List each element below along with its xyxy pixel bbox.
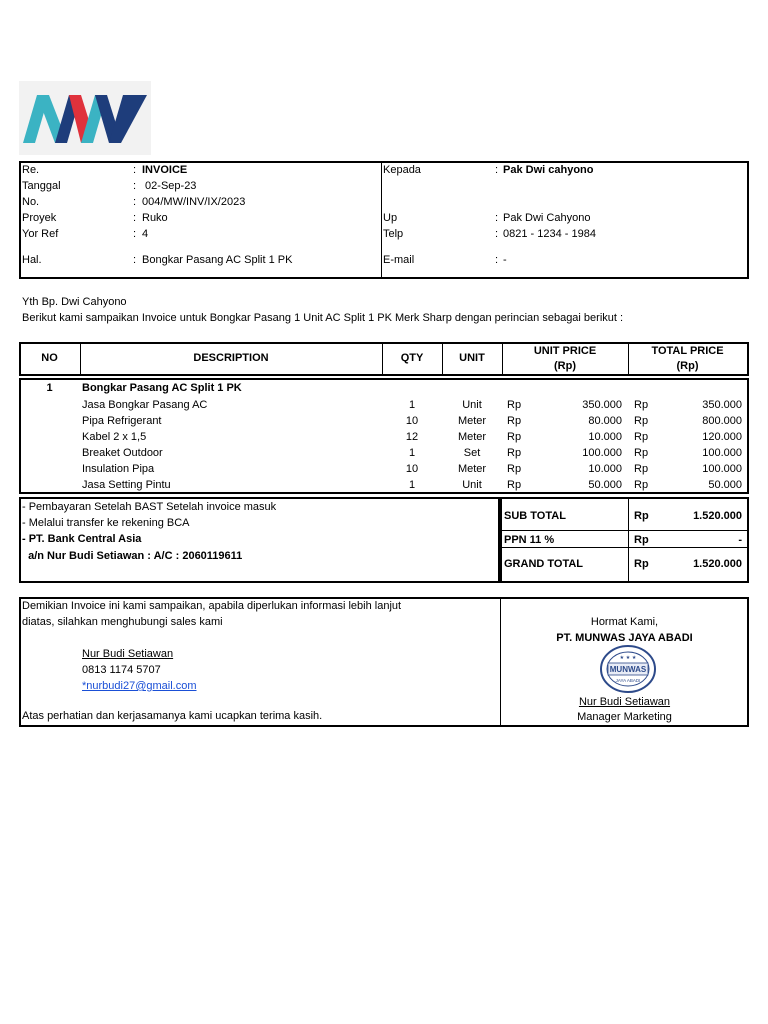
item-total: 800.000 [702, 415, 742, 427]
contact-email-link[interactable]: *nurbudi27@gmail.com [82, 680, 197, 692]
item-total-currency: Rp [634, 463, 649, 475]
note-2: - Melalui transfer ke rekening BCA [22, 517, 190, 529]
item-total-currency: Rp [634, 479, 649, 491]
item-unit-price: 100.000 [582, 447, 622, 459]
intro-text: Berikut kami sampaikan Invoice untuk Bongkar Pasang 1 Unit AC Split 1 PK Merk Sharp dengan perincian sebagai berikut : [22, 312, 624, 324]
item-unit-price-currency: Rp [507, 415, 522, 427]
item-description: Kabel 2 x 1,5 [82, 431, 147, 443]
ppn-value: - [738, 534, 742, 546]
item-description: Jasa Setting Pintu [82, 479, 171, 491]
item-unit: Unit [462, 399, 482, 411]
item-total-currency: Rp [634, 399, 649, 411]
header-label: Kepada [383, 164, 421, 176]
header-label: Up [383, 212, 398, 224]
note-3: - PT. Bank Central Asia [22, 533, 142, 545]
item-qty: 1 [408, 447, 416, 459]
col-unit: UNIT [459, 352, 485, 364]
svg-text:MUNWAS: MUNWAS [609, 665, 647, 674]
svg-text:JAYA ABADI: JAYA ABADI [615, 678, 641, 683]
header-value: 02-Sep-23 [142, 180, 197, 192]
col-total-price-rp: (Rp) [676, 360, 699, 372]
header-label: Yor Ref [22, 228, 59, 240]
header-colon: : [133, 254, 137, 266]
item-qty: 1 [408, 479, 416, 491]
company-name: PT. MUNWAS JAYA ABADI [556, 632, 693, 644]
item-total: 100.000 [702, 463, 742, 475]
col-unit-price-rp: (Rp) [554, 360, 576, 372]
closing-line-2: diatas, silahkan menghubungi sales kami [22, 616, 223, 628]
item-unit-price-currency: Rp [507, 463, 522, 475]
item-unit-price-currency: Rp [507, 399, 522, 411]
header-value: Bongkar Pasang AC Split 1 PK [142, 254, 293, 266]
item-description: Jasa Bongkar Pasang AC [82, 399, 208, 411]
contact-name: Nur Budi Setiawan [82, 648, 174, 660]
stamp-icon [599, 644, 657, 694]
item-total-currency: Rp [634, 431, 649, 443]
grand-total-label: GRAND TOTAL [504, 558, 584, 570]
subtotal-label: SUB TOTAL [504, 510, 566, 522]
item-description: Pipa Refrigerant [82, 415, 162, 427]
item-unit-price: 10.000 [588, 431, 622, 443]
header-label: E-mail [383, 254, 415, 266]
header-colon: : [495, 164, 499, 176]
col-no: NO [41, 352, 58, 364]
subtotal-currency: Rp [634, 510, 649, 522]
item-unit: Meter [457, 431, 487, 443]
header-colon: : [133, 196, 137, 208]
item-unit: Meter [457, 415, 487, 427]
header-label: Hal. [22, 254, 42, 266]
signer-name: Nur Budi Setiawan [578, 696, 671, 708]
header-value: INVOICE [142, 164, 188, 176]
company-stamp [599, 644, 657, 694]
item-unit-price-currency: Rp [507, 479, 522, 491]
mw-logo-icon [19, 81, 151, 155]
col-unit-price: UNIT PRICE [533, 345, 597, 357]
subtotal-value: 1.520.000 [693, 510, 742, 522]
company-logo [19, 81, 151, 155]
svg-text:★ ★ ★: ★ ★ ★ [619, 655, 637, 661]
item-total: 50.000 [708, 479, 742, 491]
header-value: Pak Dwi Cahyono [503, 212, 591, 224]
header-label: Re. [22, 164, 40, 176]
item-description: Insulation Pipa [82, 463, 155, 475]
note-1: - Pembayaran Setelah BAST Setelah invoice masuk [22, 501, 277, 513]
item-total-currency: Rp [634, 447, 649, 459]
header-value: Pak Dwi cahyono [503, 164, 594, 176]
item-unit-price: 50.000 [588, 479, 622, 491]
header-label: Telp [383, 228, 404, 240]
regards: Hormat Kami, [590, 616, 659, 628]
header-colon: : [133, 212, 137, 224]
item-total: 120.000 [702, 431, 742, 443]
group-no: 1 [46, 382, 53, 394]
item-unit-price-currency: Rp [507, 431, 522, 443]
header-colon: : [133, 180, 137, 192]
item-unit-price: 10.000 [588, 463, 622, 475]
item-description: Breaket Outdoor [82, 447, 163, 459]
header-value: - [503, 254, 507, 266]
header-colon: : [495, 228, 499, 240]
item-qty: 10 [405, 463, 419, 475]
col-qty: QTY [400, 352, 424, 364]
item-total: 350.000 [702, 399, 742, 411]
col-total-price: TOTAL PRICE [651, 345, 724, 357]
item-total-currency: Rp [634, 415, 649, 427]
header-value: 004/MW/INV/IX/2023 [142, 196, 246, 208]
ppn-label: PPN 11 % [504, 534, 555, 546]
grand-total-currency: Rp [634, 558, 649, 570]
item-unit: Set [463, 447, 481, 459]
header-label: No. [22, 196, 40, 208]
group-title: Bongkar Pasang AC Split 1 PK [82, 382, 242, 394]
item-unit-price: 80.000 [588, 415, 622, 427]
header-colon: : [495, 212, 499, 224]
greeting: Yth Bp. Dwi Cahyono [22, 296, 127, 308]
item-unit-price: 350.000 [582, 399, 622, 411]
item-qty: 12 [405, 431, 419, 443]
item-unit: Unit [462, 479, 482, 491]
item-qty: 10 [405, 415, 419, 427]
item-qty: 1 [408, 399, 416, 411]
header-value: Ruko [142, 212, 168, 224]
header-label: Tanggal [22, 180, 61, 192]
header-colon: : [133, 164, 137, 176]
header-label: Proyek [22, 212, 57, 224]
header-value: 0821 - 1234 - 1984 [503, 228, 596, 240]
col-description: DESCRIPTION [193, 352, 269, 364]
item-total: 100.000 [702, 447, 742, 459]
item-unit: Meter [457, 463, 487, 475]
grand-total-value: 1.520.000 [693, 558, 742, 570]
header-colon: : [133, 228, 137, 240]
ppn-currency: Rp [634, 534, 649, 546]
header-colon: : [495, 254, 499, 266]
item-unit-price-currency: Rp [507, 447, 522, 459]
header-value: 4 [142, 228, 149, 240]
closing-line-1: Demikian Invoice ini kami sampaikan, apabila diperlukan informasi lebih lanjut [22, 600, 402, 612]
note-4: a/n Nur Budi Setiawan : A/C : 2060119611 [22, 550, 243, 562]
signer-title: Manager Marketing [577, 711, 672, 723]
contact-phone: 0813 1174 5707 [82, 664, 161, 676]
thanks-text: Atas perhatian dan kerjasamanya kami ucapkan terima kasih. [22, 710, 323, 722]
